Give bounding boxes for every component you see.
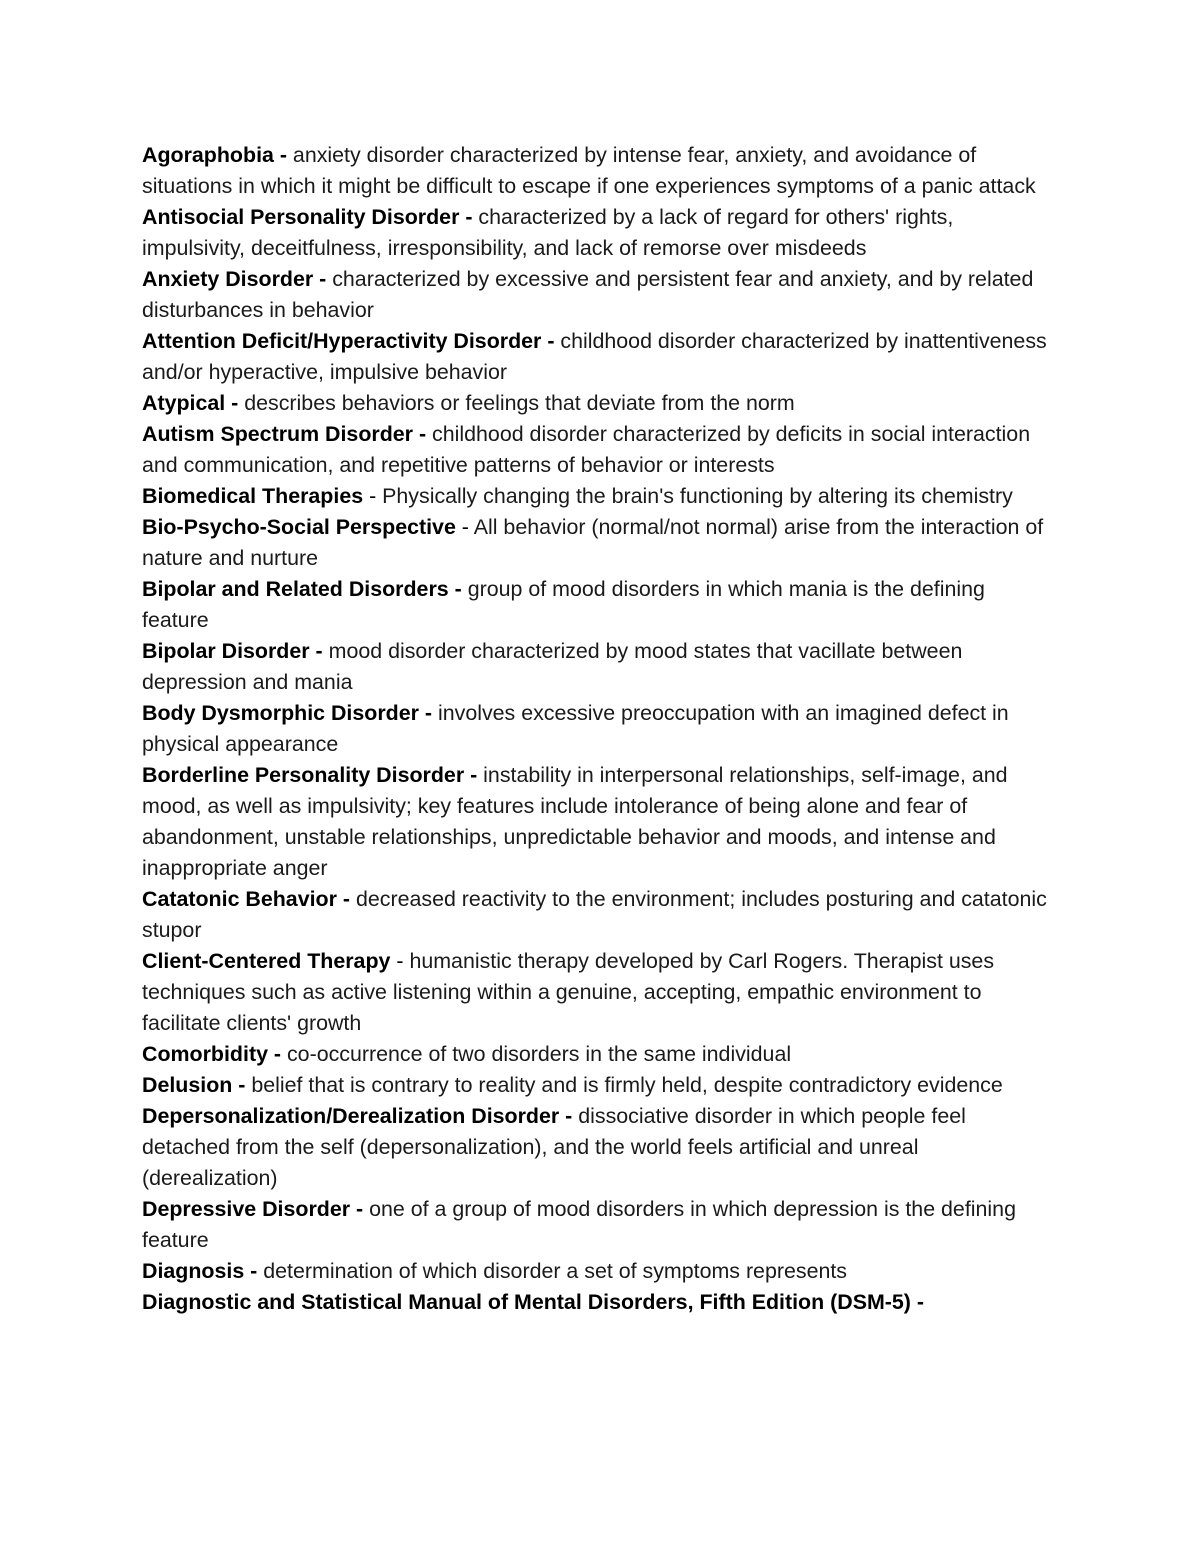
term-separator: - — [541, 329, 561, 353]
glossary-term: Comorbidity — [142, 1042, 268, 1066]
glossary-definition: characterized by a lack of regard for others' rights, impulsivity, deceitfulness, irresponsibility, and lack of remorse over misdeeds — [142, 205, 954, 260]
glossary-term: Client-Centered Therapy — [142, 949, 391, 973]
glossary-term: Depersonalization/Derealization Disorder — [142, 1104, 560, 1128]
glossary-definition: mood disorder characterized by mood states that vacillate between depression and mania — [142, 639, 963, 694]
glossary-term: Bipolar Disorder — [142, 639, 310, 663]
glossary-definition: involves excessive preoccupation with an imagined defect in physical appearance — [142, 701, 1009, 756]
glossary-definition: dissociative disorder in which people feel detached from the self (depersonalization), and the world feels artificial and unreal (derealization) — [142, 1104, 966, 1190]
glossary-definition: childhood disorder characterized by deficits in social interaction and communication, and repetitive patterns of behavior or interests — [142, 422, 1031, 477]
glossary-entry — [142, 202, 1057, 264]
term-separator: - — [309, 639, 329, 663]
glossary-definition: All behavior (normal/not normal) arise from the interaction of nature and nurture — [142, 515, 1044, 570]
glossary-term: Antisocial Personality Disorder — [142, 205, 460, 229]
glossary-term: Bipolar and Related Disorders — [142, 577, 449, 601]
glossary-term: Diagnostic and Statistical Manual of Mental Disorders, Fifth Edition (DSM-5) — [142, 1290, 911, 1314]
glossary-definition: one of a group of mood disorders in which depression is the defining feature — [142, 1197, 1016, 1252]
term-separator: - — [225, 391, 245, 415]
term-separator: - — [413, 422, 433, 446]
glossary-list — [142, 140, 1057, 1318]
glossary-term: Anxiety Disorder — [142, 267, 314, 291]
glossary-term: Depressive Disorder — [142, 1197, 351, 1221]
glossary-entry — [142, 264, 1057, 326]
glossary-definition: co-occurrence of two disorders in the same individual — [286, 1042, 792, 1066]
term-separator: - — [459, 205, 479, 229]
glossary-entry — [142, 512, 1057, 574]
term-separator: - — [910, 1290, 925, 1314]
glossary-definition: belief that is contrary to reality and is firmly held, despite contradictory evidence — [251, 1073, 1003, 1097]
term-separator: - — [559, 1104, 579, 1128]
term-separator: - — [464, 763, 484, 787]
glossary-definition: determination of which disorder a set of symptoms represents — [263, 1259, 848, 1283]
term-separator: - — [313, 267, 333, 291]
glossary-definition: group of mood disorders in which mania is the defining feature — [142, 577, 985, 632]
term-separator: - — [350, 1197, 370, 1221]
glossary-term: Agoraphobia — [142, 143, 274, 167]
glossary-term: Borderline Personality Disorder — [142, 763, 465, 787]
glossary-entry — [142, 636, 1057, 698]
glossary-entry — [142, 698, 1057, 760]
glossary-entry — [142, 1070, 1057, 1101]
glossary-entry — [142, 140, 1057, 202]
glossary-entry — [142, 1101, 1057, 1194]
glossary-definition: decreased reactivity to the environment; includes posturing and catatonic stupor — [142, 887, 1047, 942]
glossary-entry — [142, 946, 1057, 1039]
term-separator: - — [363, 484, 383, 508]
term-separator: - — [390, 949, 410, 973]
glossary-definition: humanistic therapy developed by Carl Rogers. Therapist uses techniques such as active listening within a genuine, accepting, empathic environment to facilitate clients' growth — [142, 949, 995, 1035]
glossary-entry — [142, 884, 1057, 946]
term-separator: - — [455, 515, 474, 539]
glossary-entry — [142, 326, 1057, 388]
glossary-entry — [142, 574, 1057, 636]
glossary-entry — [142, 760, 1057, 884]
term-separator: - — [267, 1042, 287, 1066]
term-separator: - — [448, 577, 468, 601]
glossary-definition: childhood disorder characterized by inattentiveness and/or hyperactive, impulsive behavior — [142, 329, 1047, 384]
term-separator: - — [336, 887, 356, 911]
glossary-term: Attention Deficit/Hyperactivity Disorder — [142, 329, 542, 353]
glossary-entry — [142, 388, 1057, 419]
glossary-term: Diagnosis — [142, 1259, 245, 1283]
term-separator: - — [273, 143, 293, 167]
glossary-entry — [142, 1287, 1057, 1318]
glossary-term: Delusion — [142, 1073, 233, 1097]
term-separator: - — [418, 701, 438, 725]
glossary-definition: instability in interpersonal relationships, self-image, and mood, as well as impulsivity; key features include intolerance of being alone and fear of abandonment, unstable relationships, unpredictable behavior and moods, and intense and inappropriate anger — [142, 763, 1008, 880]
glossary-entry — [142, 481, 1057, 512]
glossary-entry — [142, 1039, 1057, 1070]
glossary-definition: Physically changing the brain's functioning by altering its chemistry — [382, 484, 1013, 508]
glossary-term: Catatonic Behavior — [142, 887, 337, 911]
glossary-entry — [142, 1256, 1057, 1287]
glossary-definition: describes behaviors or feelings that deviate from the norm — [244, 391, 795, 415]
glossary-definition: characterized by excessive and persistent fear and anxiety, and by related disturbances in behavior — [142, 267, 1034, 322]
glossary-entry — [142, 1194, 1057, 1256]
glossary-term: Body Dysmorphic Disorder — [142, 701, 419, 725]
term-separator: - — [244, 1259, 264, 1283]
term-separator: - — [232, 1073, 252, 1097]
glossary-definition: anxiety disorder characterized by intense fear, anxiety, and avoidance of situations in which it might be difficult to escape if one experiences symptoms of a panic attack — [142, 143, 1036, 198]
glossary-term: Biomedical Therapies — [142, 484, 364, 508]
glossary-term: Autism Spectrum Disorder — [142, 422, 414, 446]
glossary-entry — [142, 419, 1057, 481]
glossary-term: Atypical — [142, 391, 226, 415]
glossary-term: Bio-Psycho-Social Perspective — [142, 515, 456, 539]
